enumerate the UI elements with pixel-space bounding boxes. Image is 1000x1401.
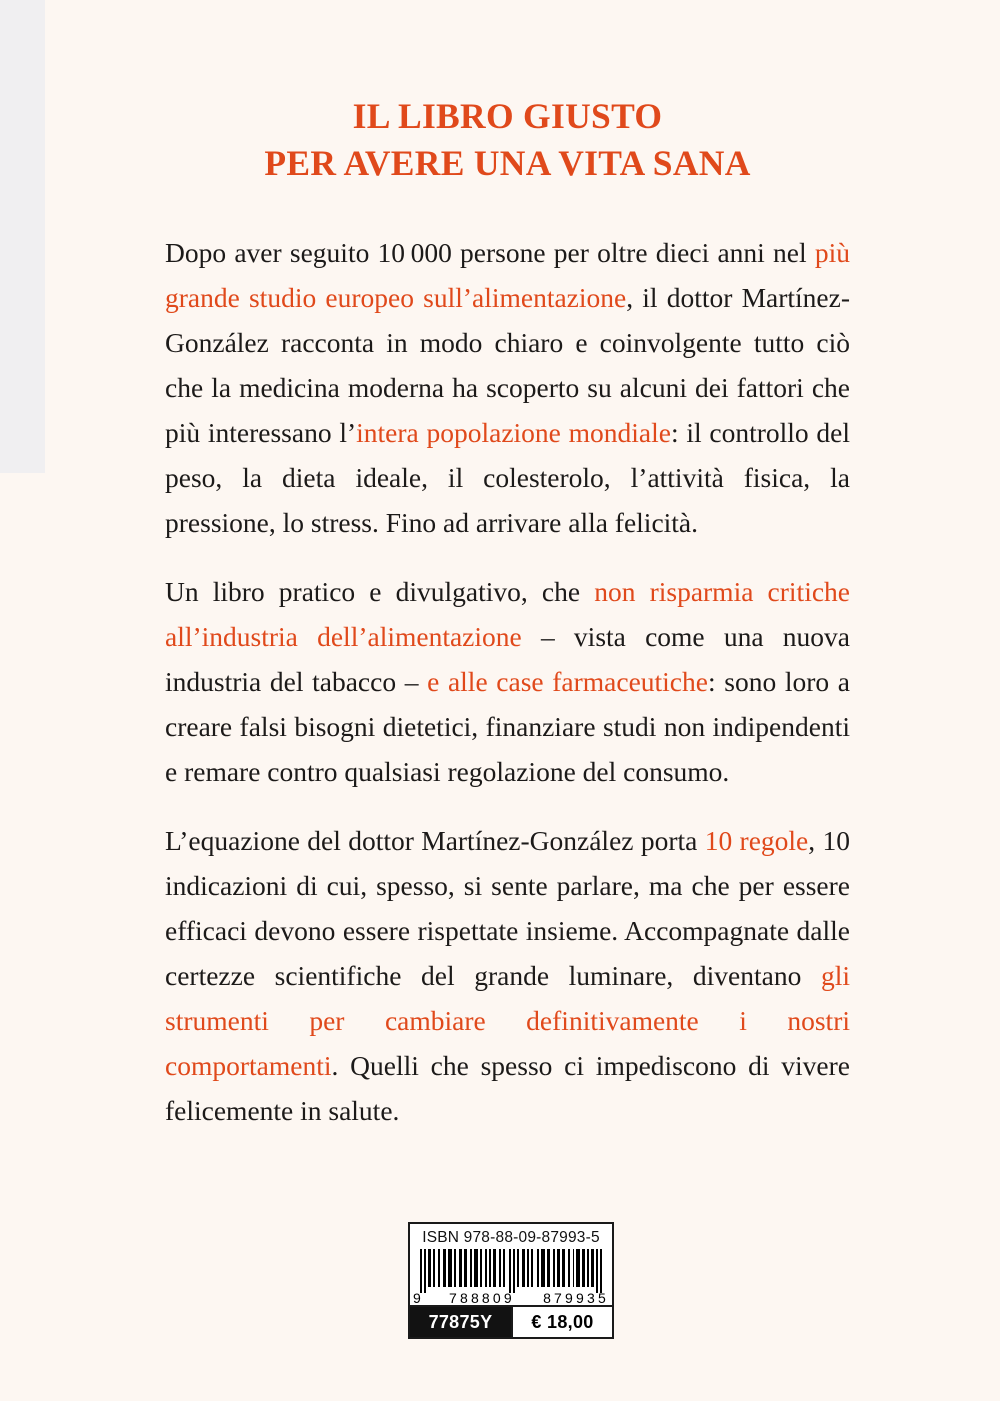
p3-segment-3: . Quelli che spesso ci impediscono di vivere felicemente in salute. bbox=[165, 1050, 850, 1126]
barcode-digit-group-right: 879935 bbox=[543, 1290, 609, 1306]
p2-highlight-1: non risparmia critiche all’industria dell’alimentazione bbox=[165, 576, 850, 652]
cover-content bbox=[165, 0, 850, 1133]
barcode-bars bbox=[420, 1249, 602, 1293]
paragraph-1 bbox=[165, 230, 850, 545]
p2-highlight-2: e alle case farmaceutiche bbox=[427, 666, 708, 697]
p3-segment-2: , 10 indicazioni di cui, spesso, si sente parlare, ma che per essere efficaci devono essere rispettate insieme. Accompagnate dalle certezze scientifiche del grande luminare, diventano bbox=[165, 825, 850, 991]
headline-line-1: IL LIBRO GIUSTO bbox=[352, 96, 663, 136]
barcode-block bbox=[408, 1222, 614, 1339]
isbn-label: ISBN 978-88-09-87993-5 bbox=[422, 1229, 600, 1246]
blurb-body bbox=[165, 230, 850, 1133]
p3-highlight-2: gli strumenti per cambiare definitivamente i nostri comportamenti bbox=[165, 960, 850, 1081]
p3-highlight-1: 10 regole bbox=[704, 825, 809, 856]
price-label: € 18,00 bbox=[511, 1307, 612, 1337]
left-gray-band bbox=[0, 0, 45, 473]
p1-segment-3: : il controllo del peso, la dieta ideale, il colesterolo, l’attività fisica, la pressione, lo stress. Fino ad arrivare alla felicità. bbox=[165, 417, 850, 538]
p3-segment-1: L’equazione del dottor Martínez-González porta bbox=[165, 825, 705, 856]
p2-segment-3: : sono loro a creare falsi bisogni dietetici, finanziare studi non indipendenti e remare contro qualsiasi regolazione del consumo. bbox=[165, 666, 850, 787]
paragraph-3 bbox=[165, 818, 850, 1133]
p2-segment-2: – vista come una nuova industria del tabacco – bbox=[165, 621, 850, 697]
page-title bbox=[165, 0, 850, 187]
p2-segment-1: Un libro pratico e divulgativo, che bbox=[165, 576, 595, 607]
barcode-digit-lead: 9 bbox=[413, 1290, 421, 1306]
p1-segment-1: Dopo aver seguito 10 000 persone per oltre dieci anni nel bbox=[165, 237, 815, 268]
paragraph-2 bbox=[165, 569, 850, 794]
barcode-digit-group-left: 788809 bbox=[448, 1290, 515, 1306]
headline-line-2: PER AVERE UNA VITA SANA bbox=[264, 143, 751, 183]
price-row bbox=[410, 1305, 612, 1337]
p1-highlight-1: più grande studio europeo sull’alimentazione bbox=[165, 237, 850, 313]
p1-highlight-2: intera popolazione mondiale bbox=[356, 417, 671, 448]
barcode-symbol bbox=[413, 1249, 609, 1306]
internal-code: 77875Y bbox=[410, 1307, 511, 1337]
p1-segment-2: , il dottor Martínez-González racconta in modo chiaro e coinvolgente tutto ciò che la medicina moderna ha scoperto su alcuni dei fattori che più interessano l’ bbox=[165, 282, 851, 448]
barcode-digits bbox=[412, 1290, 610, 1306]
